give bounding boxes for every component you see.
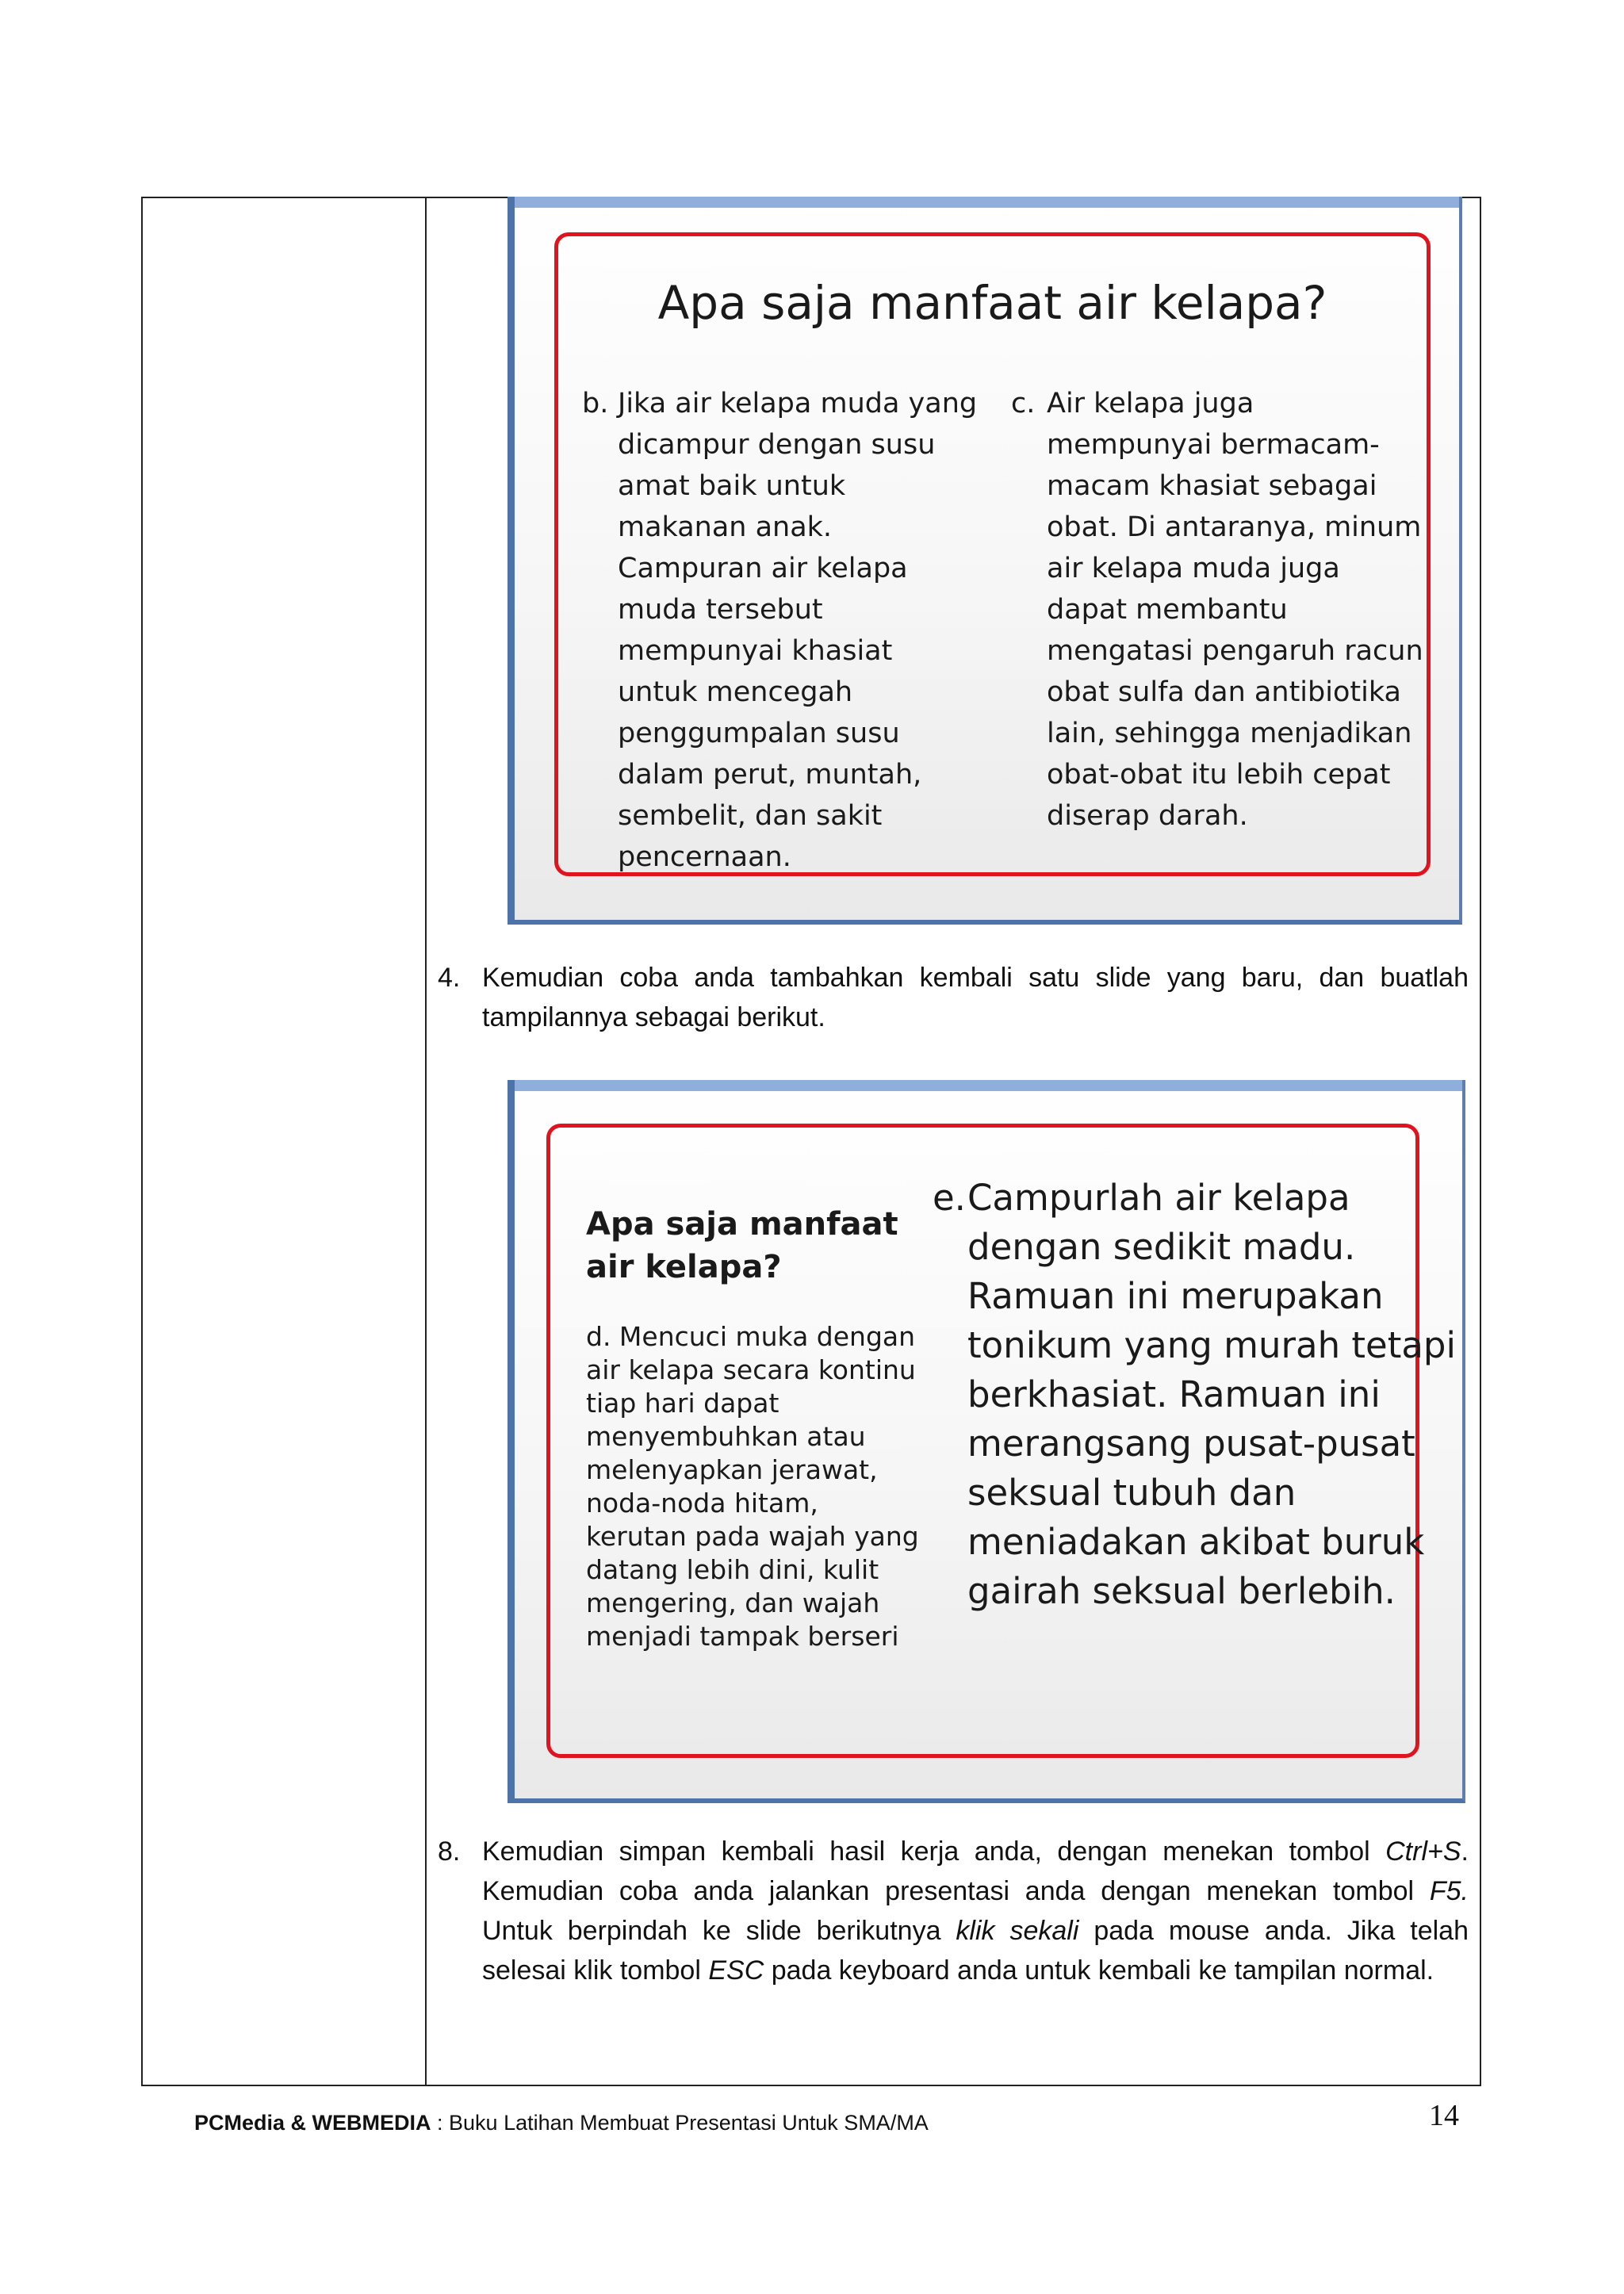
step-8-text-5: pada keyboard anda untuk kembali ke tampilan normal. [764, 1955, 1434, 1986]
footer-subtitle: : Buku Latihan Membuat Presentasi Untuk SMA/MA [431, 2111, 929, 2135]
step-4-number: 4. [438, 963, 461, 993]
step-8-text-1: Kemudian simpan kembali hasil kerja anda, dengan menekan tombol [482, 1836, 1386, 1867]
step-8-number: 8. [438, 1836, 461, 1867]
slide-1-title: Apa saja manfaat air kelapa? [657, 276, 1327, 330]
slide-1-item-c [1011, 383, 1423, 837]
slide-2-content-box [546, 1124, 1457, 1758]
table-column-divider [425, 197, 427, 2086]
footer-brand: PCMedia & WEBMEDIA [194, 2111, 431, 2135]
slide-1-image [508, 197, 1462, 925]
step-8-text-4: pada mouse anda. Jika telah selesai klik tombol [482, 1916, 1469, 1986]
key-ctrl-s: Ctrl+S [1385, 1836, 1461, 1867]
slide-2-image [508, 1080, 1465, 1803]
click-once-text: klik sekali [956, 1916, 1079, 1946]
step-4-instruction [438, 958, 1469, 1037]
key-esc: ESC [708, 1955, 764, 1986]
item-e-marker: e. [933, 1177, 966, 1219]
slide-2-title: Apa saja manfaat air kelapa? [586, 1206, 898, 1285]
step-4-text: Kemudian coba anda tambahkan kembali satu slide yang baru, dan buatlah tampilannya sebagai berikut. [482, 963, 1469, 1032]
item-b-marker: b. [582, 388, 609, 419]
step-8-instruction [438, 1832, 1469, 1990]
slide-1-item-b [582, 383, 979, 878]
page-footer [194, 2111, 929, 2135]
item-c-text: Air kelapa juga mempunyai bermacam-macam khasiat sebagai obat. Di antaranya, minum air kelapa muda juga dapat membantu mengatasi pengaruh racun obat sulfa dan antibiotika lain, sehingga menjadikan obat-obat itu lebih cepat diserap darah. [1047, 388, 1423, 832]
page-number: 14 [1429, 2099, 1459, 2132]
step-8-text-3: Untuk berpindah ke slide berikutnya [482, 1916, 956, 1946]
key-f5: F5. [1429, 1876, 1469, 1906]
slide-2-item-d: d. Mencuci muka dengan air kelapa secara kontinu tiap hari dapat menyembuhkan atau melenyapkan jerawat, noda-noda hitam, kerutan pada wajah yang datang lebih dini, kulit mengering, dan wajah menjadi tampak berseri [586, 1321, 919, 1652]
item-c-marker: c. [1011, 388, 1036, 419]
item-e-text: Campurlah air kelapa dengan sedikit madu. Ramuan ini merupakan tonikum yang murah tetapi berkhasiat. Ramuan ini merangsang pusat-pusat seksual tubuh dan meniadakan akibat buruk gairah seksual berlebih. [967, 1177, 1457, 1612]
step-8-text-2: . Kemudian coba anda jalankan presentasi anda dengan menekan tombol [482, 1836, 1469, 1906]
item-b-text: Jika air kelapa muda yang dicampur dengan susu amat baik untuk makanan anak. Campuran air kelapa muda tersebut mempunyai khasiat untuk mencegah penggumpalan susu dalam perut, muntah, sembelit, dan sakit pencernaan. [618, 388, 978, 873]
slide-1-content-box [554, 232, 1431, 876]
slide-2-item-e [933, 1174, 1467, 1616]
